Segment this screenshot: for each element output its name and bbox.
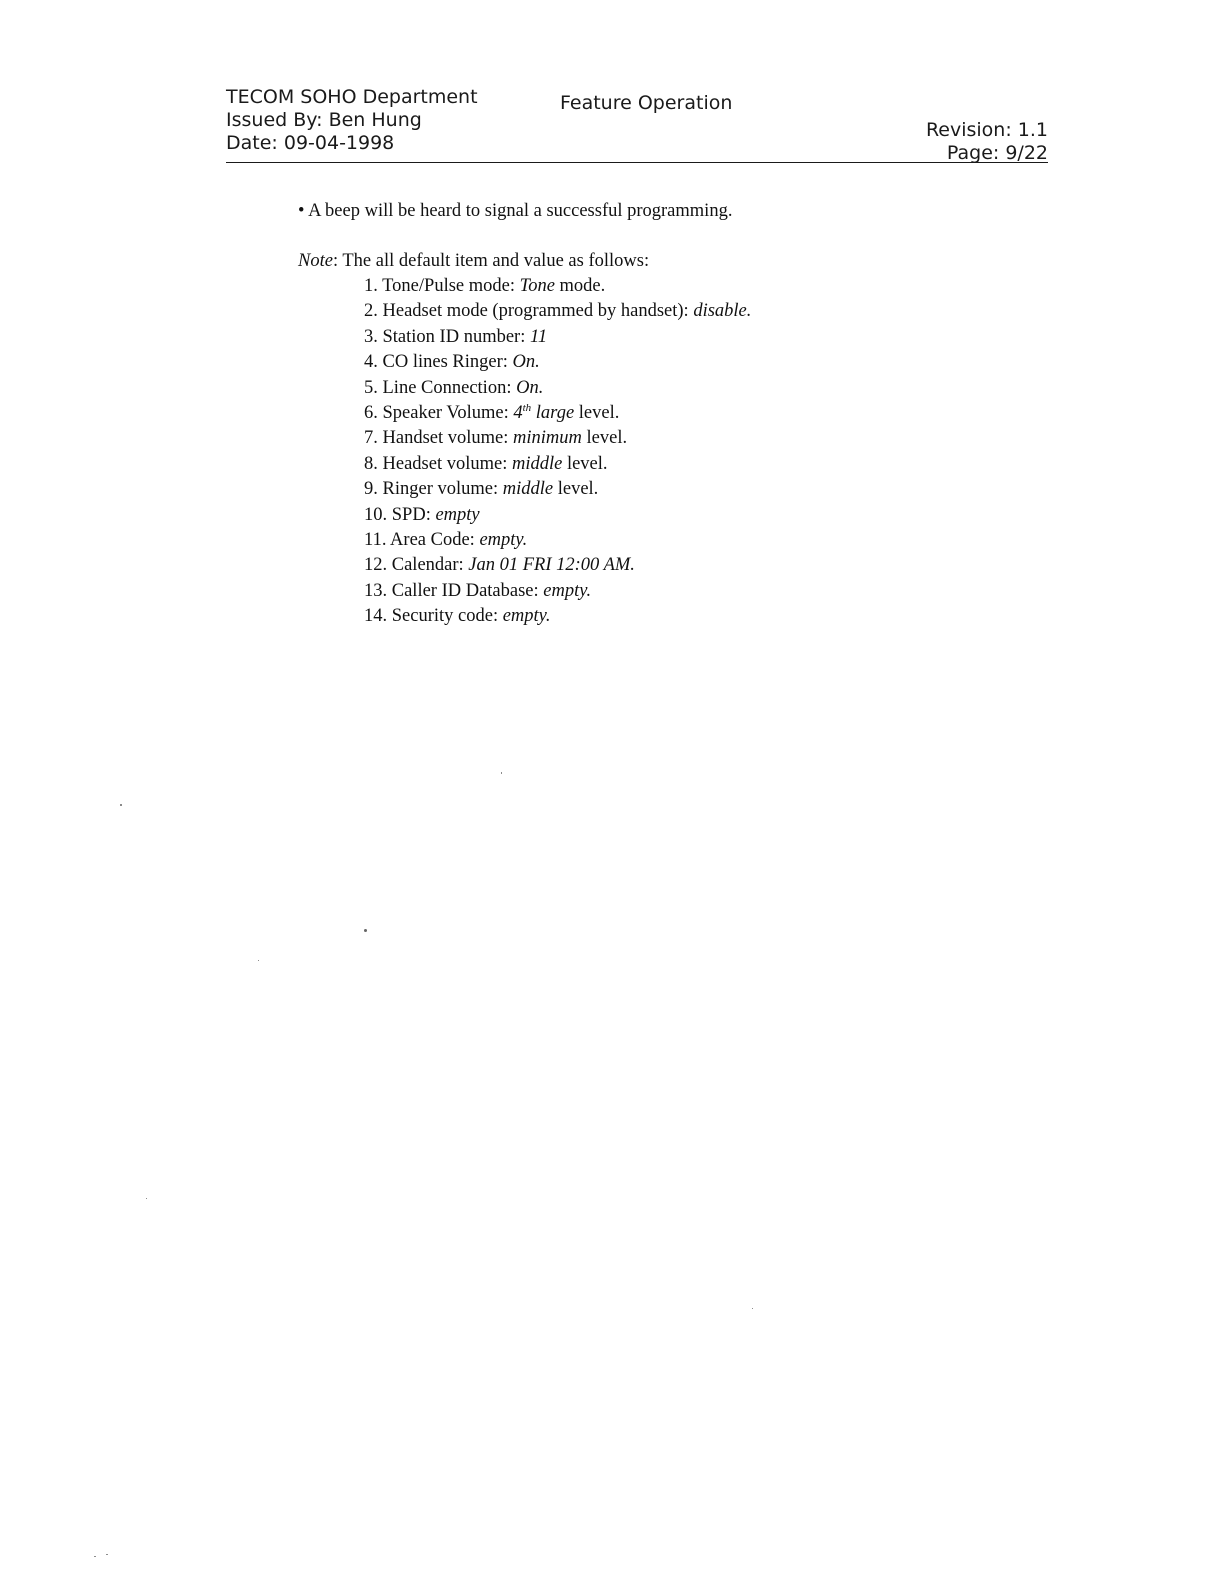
header-divider <box>226 162 1048 163</box>
note-line <box>298 248 1058 274</box>
list-item: 8. Headset volume: middle level. <box>364 453 608 474</box>
issue-date: Date: 09-04-1998 <box>226 132 395 154</box>
list-item: 12. Calendar: Jan 01 FRI 12:00 AM. <box>364 555 635 576</box>
scan-speck <box>501 772 502 774</box>
scan-speck <box>106 1554 108 1555</box>
scan-speck <box>364 929 367 932</box>
list-item: 2. Headset mode (programmed by handset): disable. <box>364 301 752 322</box>
list-item: 10. SPD: empty <box>364 504 480 525</box>
list-item: 14. Security code: empty. <box>364 606 551 627</box>
list-item: 7. Handset volume: minimum level. <box>364 428 628 449</box>
list-item: 1. Tone/Pulse mode: Tone mode. <box>364 276 606 296</box>
scan-speck <box>752 1308 753 1309</box>
list-item: 9. Ringer volume: middle level. <box>364 479 599 500</box>
defaults-list <box>298 274 1058 630</box>
page-number: Page: 9/22 <box>946 142 1048 164</box>
document-title: Feature Operation <box>560 92 733 114</box>
header-left-block <box>226 86 478 155</box>
revision: Revision: 1.1 <box>925 119 1048 141</box>
list-item: 5. Line Connection: On. <box>364 377 544 398</box>
bullet-text: • A beep will be heard to signal a successful programming. <box>298 201 733 221</box>
scan-speck <box>258 960 259 961</box>
document-body <box>298 198 1058 630</box>
issued-by: Issued By: Ben Hung <box>226 109 422 131</box>
scan-speck <box>120 804 122 806</box>
scan-speck <box>146 1198 147 1199</box>
note-text: : The all default item and value as follows: <box>332 251 650 271</box>
list-item: 13. Caller ID Database: empty. <box>364 580 592 601</box>
department-name: TECOM SOHO Department <box>226 86 478 108</box>
note-label: Note <box>298 251 333 271</box>
page-header <box>226 86 1048 174</box>
header-right-block <box>926 119 1048 165</box>
scan-speck <box>94 1556 96 1557</box>
list-item: 3. Station ID number: 11 <box>364 326 548 347</box>
list-item: 11. Area Code: empty. <box>364 530 528 551</box>
list-item: 6. Speaker Volume: 4th large level. <box>364 401 620 424</box>
list-item: 4. CO lines Ringer: On. <box>364 352 540 373</box>
